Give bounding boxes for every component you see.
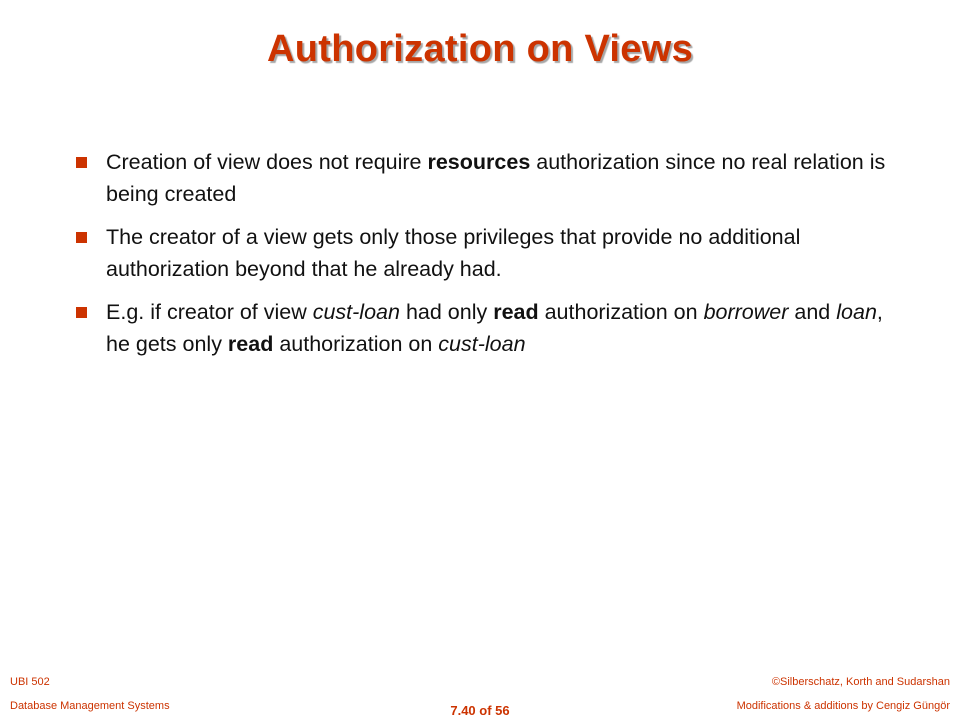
bullet-item-1 — [72, 146, 892, 210]
bullet-text: E.g. if creator of view — [106, 300, 313, 324]
footer-course-code: UBI 502 — [10, 676, 50, 688]
bullet-text: authorization on — [273, 332, 439, 356]
square-bullet-icon — [76, 307, 87, 318]
square-bullet-icon — [76, 232, 87, 243]
bullet-text: Creation of view does not require — [106, 150, 428, 174]
bullet-text: authorization on — [538, 300, 704, 324]
bullet-text-bold: read — [493, 300, 539, 324]
bullet-text-italic: borrower — [703, 300, 789, 324]
bullet-list — [72, 146, 892, 371]
bullet-text: , he gets only — [106, 300, 883, 356]
bullet-text-italic: cust-loan — [312, 300, 400, 324]
bullet-text-italic: cust-loan — [438, 332, 526, 356]
footer-copyright: ©Silberschatz, Korth and Sudarshan — [771, 676, 950, 688]
bullet-text-italic: loan — [836, 300, 877, 324]
footer-course-name: Database Management Systems — [10, 700, 170, 712]
square-bullet-icon — [76, 157, 87, 168]
bullet-item-2 — [72, 221, 892, 285]
bullet-text: and — [788, 300, 837, 324]
bullet-text: authorization since no real relation is being created — [106, 150, 886, 206]
slide-title: Authorization on Views — [266, 28, 694, 70]
bullet-text: The creator of a view gets only those privileges that provide no additional authorization beyond that he already had. — [106, 225, 801, 281]
footer-modifications: Modifications & additions by Cengiz Güngör — [736, 700, 950, 712]
footer-page-indicator: 7.40 of 56 — [450, 703, 510, 718]
bullet-text: had only — [399, 300, 494, 324]
bullet-text-bold: resources — [427, 150, 531, 174]
bullet-text-bold: read — [227, 332, 274, 356]
bullet-item-3 — [72, 296, 892, 360]
